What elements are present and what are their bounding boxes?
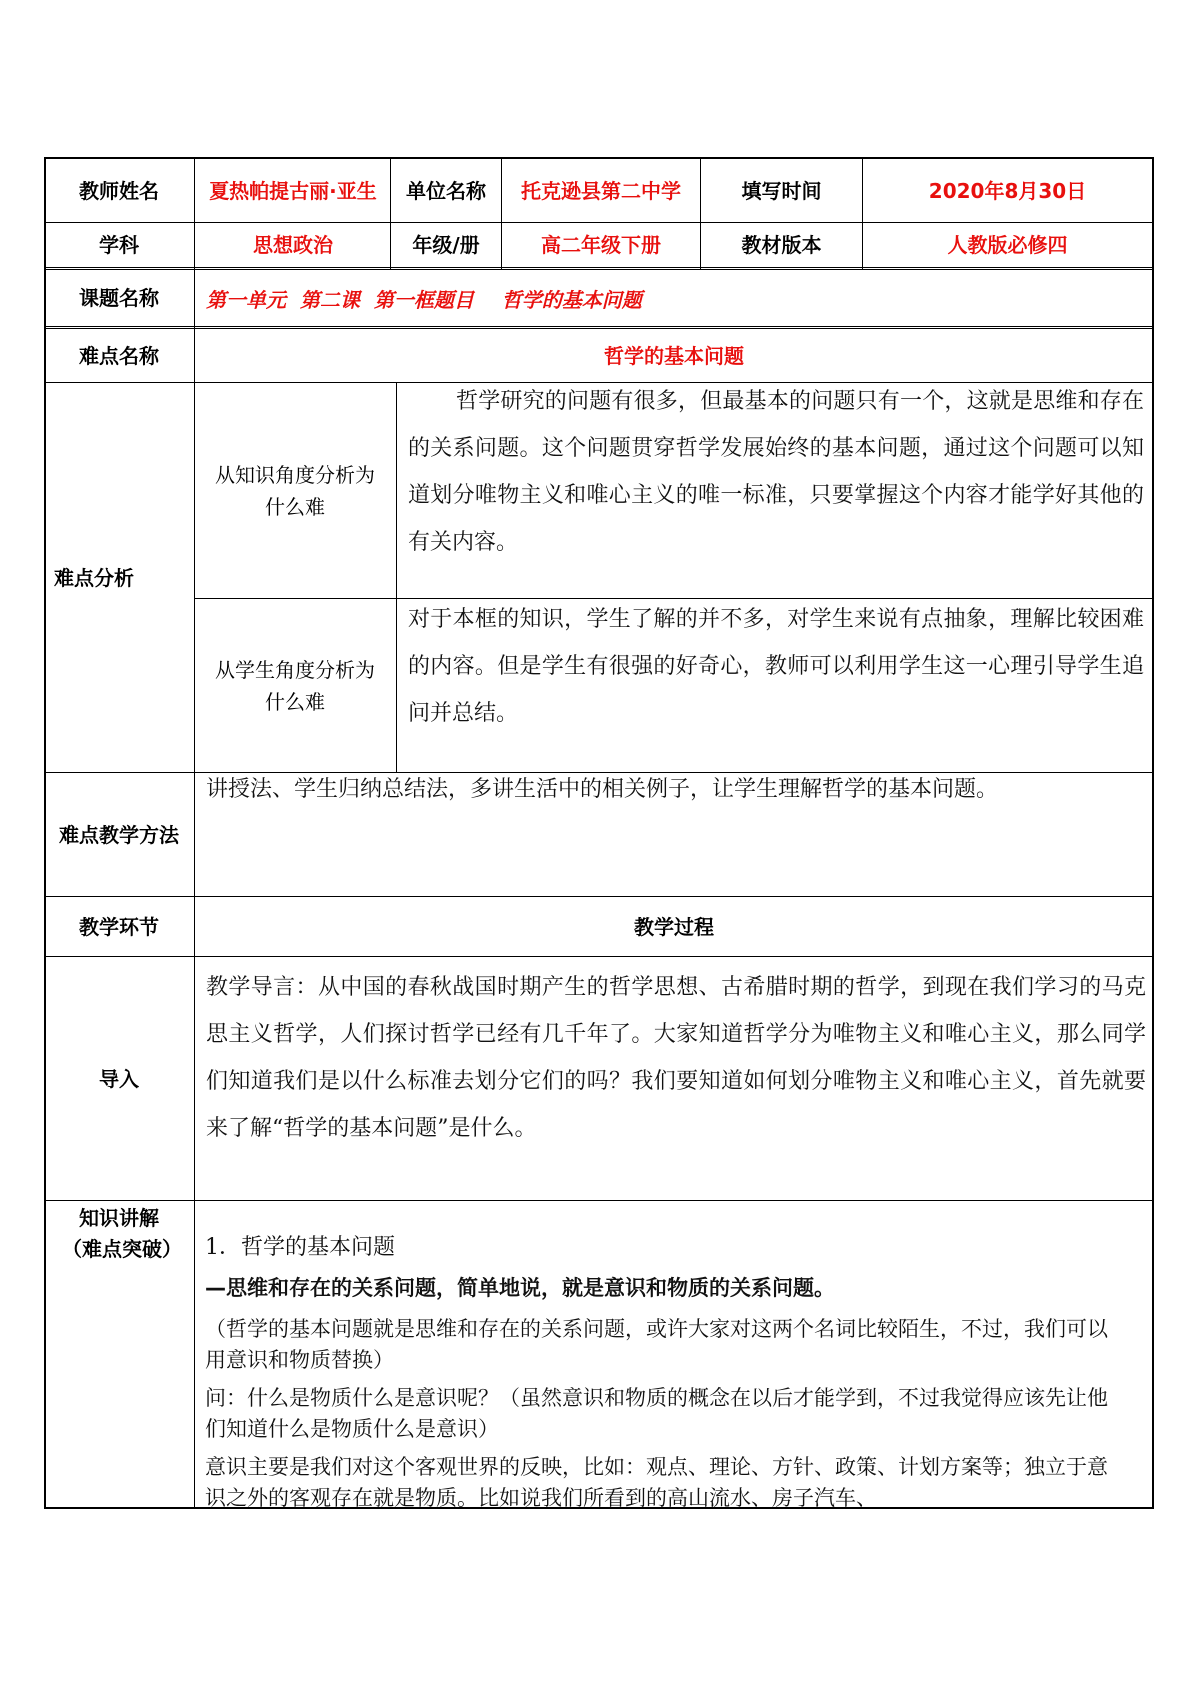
unit-name-label: 单位名称 xyxy=(406,178,486,203)
student-angle-label: 从学生角度分析为什么难 xyxy=(215,657,375,714)
col-divider xyxy=(396,382,397,772)
row-divider xyxy=(44,1200,1154,1201)
analysis-label: 难点分析 xyxy=(54,565,134,590)
knowledge-title: 1．哲学的基本问题 xyxy=(205,1235,395,1260)
difficulty-label: 难点名称 xyxy=(79,343,159,368)
knowledge-section-label: 知识讲解（难点突破） xyxy=(62,1206,182,1261)
subject-label: 学科 xyxy=(99,233,139,257)
unit-name-value: 托克逊县第二中学 xyxy=(521,178,681,203)
col-divider xyxy=(194,157,195,1509)
edition-value: 人教版必修四 xyxy=(947,233,1068,257)
fill-date-value: 2020年8月30日 xyxy=(928,178,1087,203)
topic-value: 第一单元 第二课 第一框题目 哲学的基本问题 xyxy=(206,287,642,312)
method-text: 讲授法、学生归纳总结法，多讲生活中的相关例子，让学生理解哲学的基本问题。 xyxy=(206,777,999,802)
row-divider xyxy=(44,326,1154,327)
teacher-name-value: 夏热帕提古丽·亚生 xyxy=(209,178,377,203)
teacher-name-label: 教师姓名 xyxy=(79,178,159,203)
method-label: 难点教学方法 xyxy=(59,822,179,847)
knowledge-paragraph-1: （哲学的基本问题就是思维和存在的关系问题，或许大家对这两个名词比较陌生，不过，我们可以用意识和物质替换） xyxy=(205,1317,1108,1372)
grade-label: 年级/册 xyxy=(412,233,480,257)
row-divider xyxy=(44,267,1154,268)
knowledge-bold-line: —思维和存在的关系问题，简单地说，就是意识和物质的关系问题。 xyxy=(205,1276,835,1300)
process-label: 教学过程 xyxy=(634,914,714,939)
stage-label: 教学环节 xyxy=(79,914,159,939)
intro-text: 教学导言：从中国的春秋战国时期产生的哲学思想、古希腊时期的哲学，到现在我们学习的马克思主义哲学，人们探讨哲学已经有几千年了。大家知道哲学分为唯物主义和唯心主义，那么同学们知道我们是以什么标准去划分它们的吗？我们要知道如何划分唯物主义和唯心主义，首先就要来了解“哲学的基本问题”是什么。 xyxy=(206,975,1146,1141)
topic-label: 课题名称 xyxy=(79,286,159,310)
student-angle-text: 对于本框的知识，学生了解的并不多，对学生来说有点抽象，理解比较困难的内容。但是学生有很强的好奇心，教师可以利用学生这一心理引导学生追问并总结。 xyxy=(408,607,1144,726)
intro-label: 导入 xyxy=(99,1066,139,1091)
row-divider xyxy=(44,956,1154,957)
grade-value: 高二年级下册 xyxy=(541,233,661,257)
knowledge-paragraph-3: 意识主要是我们对这个客观世界的反映，比如：观点、理论、方针、政策、计划方案等；独立于意识之外的客观存在就是物质。比如说我们所看到的高山流水、房子汽车、 xyxy=(205,1455,1108,1510)
fill-date-label: 填写时间 xyxy=(741,178,822,203)
knowledge-angle-label: 从知识角度分析为什么难 xyxy=(215,462,375,519)
subject-value: 思想政治 xyxy=(253,233,333,257)
knowledge-paragraph-2: 问：什么是物质什么是意识呢？（虽然意识和物质的概念在以后才能学到，不过我觉得应该先让他们知道什么是物质什么是意识） xyxy=(205,1386,1108,1441)
knowledge-angle-text: 哲学研究的问题有很多，但最基本的问题只有一个，这就是思维和存在的关系问题。这个问题贯穿哲学发展始终的基本问题，通过这个问题可以知道划分唯物主义和唯心主义的唯一标准，只要掌握这个内容才能学好其他的有关内容。 xyxy=(408,389,1144,555)
difficulty-value: 哲学的基本问题 xyxy=(604,343,744,368)
edition-label: 教材版本 xyxy=(741,233,822,257)
